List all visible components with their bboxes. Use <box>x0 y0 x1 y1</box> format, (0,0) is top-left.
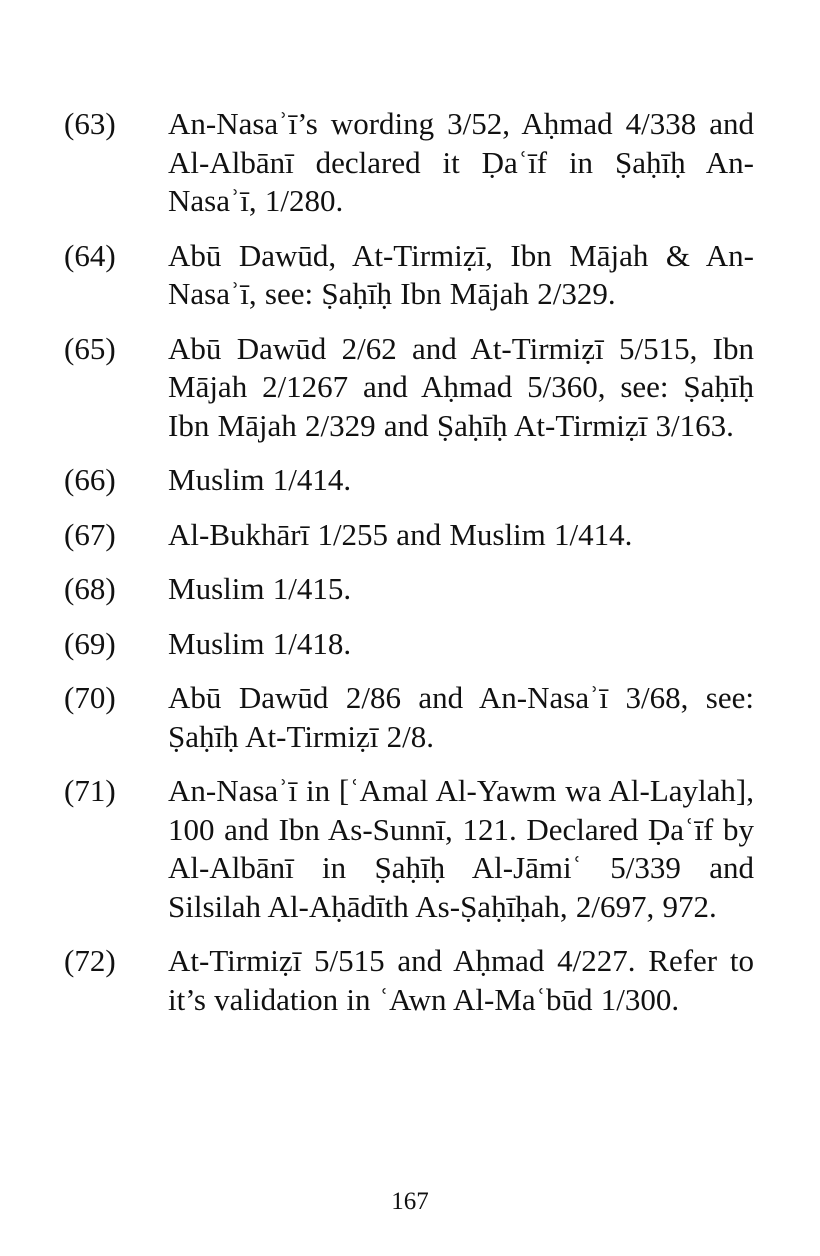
footnote-number: (69) <box>64 625 116 661</box>
footnote-number: (70) <box>64 680 116 715</box>
footnote <box>64 570 754 609</box>
footnote-text: Abū Dawūd 2/86 and An-Nasaʾī 3/68, see: Ṣaḥīḥ At-Tirmiẓī 2/8. <box>168 680 754 754</box>
footnote <box>64 105 754 221</box>
footnote <box>64 625 754 664</box>
footnote-text: Abū Dawūd, At-Tirmiẓī, Ibn Mājah & An-Nasaʾī, see: Ṣaḥīḥ Ibn Mājah 2/329. <box>168 237 754 311</box>
footnote <box>64 772 754 926</box>
footnote-number: (65) <box>64 330 116 366</box>
footnote-text: Al-Bukhārī 1/255 and Muslim 1/414. <box>168 516 633 552</box>
footnote-number: (71) <box>64 773 116 808</box>
footnote-text: Muslim 1/414. <box>168 462 352 497</box>
footnote-text: An-Nasaʾī in [ʿAmal Al-Yawm wa Al-Laylah], 100 and Ibn As-Sunnī, 121. Declared Ḍaʿīf by Al-Albānī in Ṣaḥīḥ Al-Jāmiʿ 5/339 and Silsilah Al-Aḥādīth As-Ṣaḥīḥah, 2/697, 972. <box>168 773 754 924</box>
footnote-text: Muslim 1/418. <box>168 625 352 661</box>
footnote-number: (68) <box>64 571 116 606</box>
page-number: 167 <box>391 1188 429 1215</box>
footnote-text: Abū Dawūd 2/62 and At-Tirmiẓī 5/515, Ibn Mājah 2/1267 and Aḥmad 5/360, see: Ṣaḥīḥ Ibn Mājah 2/329 and Ṣaḥīḥ At-Tirmiẓī 3/163. <box>168 330 754 443</box>
footnote <box>64 516 754 555</box>
footnote-number: (67) <box>64 516 116 552</box>
footnote-text: At-Tirmiẓī 5/515 and Aḥmad 4/227. Refer to it’s validation in ʿAwn Al-Maʿbūd 1/300. <box>168 943 754 1017</box>
footnote <box>64 330 754 446</box>
footnote-list <box>64 105 754 1035</box>
footnote <box>64 942 754 1019</box>
footnote-text: An-Nasaʾī’s wording 3/52, Aḥmad 4/338 and Al-Albānī declared it Ḍaʿīf in Ṣaḥīḥ An-Nasaʾī, 1/280. <box>168 106 754 218</box>
footnote-text: Muslim 1/415. <box>168 571 352 606</box>
footnote <box>64 461 754 500</box>
footnote-number: (66) <box>64 462 116 497</box>
footnote-number: (72) <box>64 943 116 978</box>
footnote-number: (64) <box>64 237 116 273</box>
footnote <box>64 679 754 756</box>
footnote-number: (63) <box>64 106 116 141</box>
footnote <box>64 237 754 314</box>
